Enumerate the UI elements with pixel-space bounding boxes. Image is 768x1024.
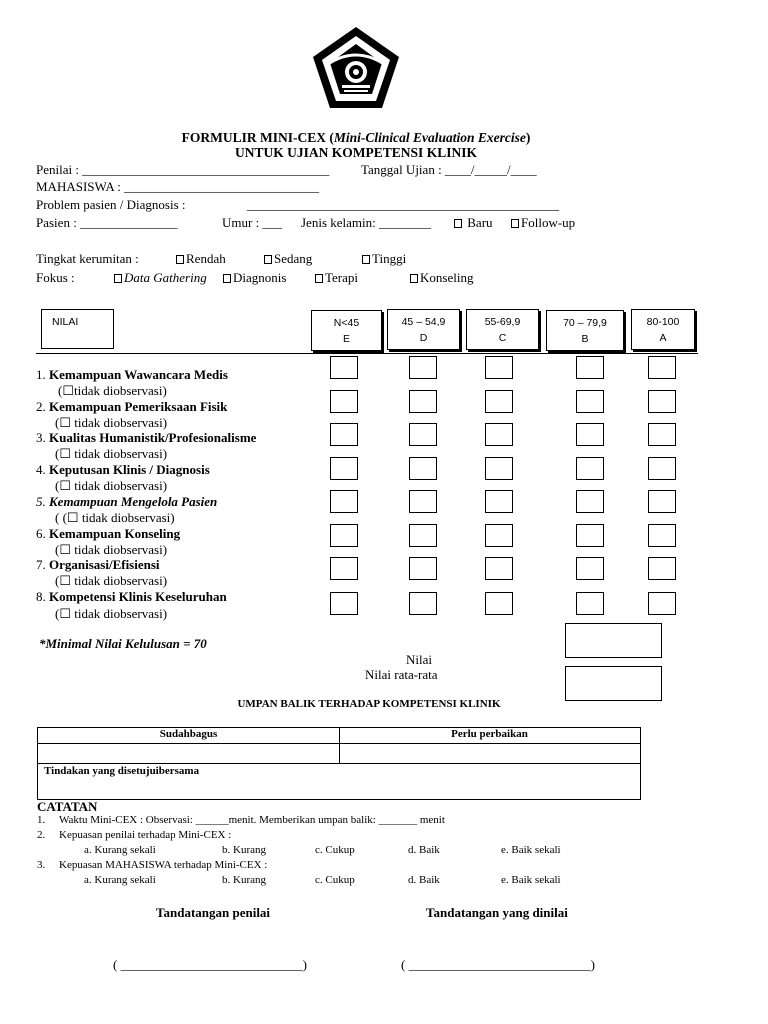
criterion-7-num: 7.	[36, 557, 46, 572]
data-gathering-checkbox[interactable]	[114, 274, 122, 283]
score-box[interactable]	[330, 457, 358, 480]
tinggi-label: Tinggi	[372, 251, 407, 266]
score-box[interactable]	[576, 524, 604, 547]
score-box[interactable]	[409, 524, 437, 547]
title-italic: Mini-Clinical Evaluation Exercise	[333, 130, 526, 145]
score-box[interactable]	[576, 390, 604, 413]
pasien-field[interactable]: Pasien : _______________	[36, 215, 178, 230]
catatan-item-1[interactable]: Waktu Mini-CEX : Observasi: ______menit. Memberikan umpan balik: _______ menit	[59, 814, 445, 826]
score-box[interactable]	[576, 423, 604, 446]
score-box[interactable]	[330, 490, 358, 513]
catatan-item-3-num: 3.	[37, 859, 46, 871]
criterion-5-not-observed[interactable]: ( (☐ tidak diobservasi)	[55, 510, 175, 525]
problem-field[interactable]: ________________________________________________	[247, 197, 559, 212]
follow-up-checkbox[interactable]	[511, 219, 519, 228]
sedang-checkbox[interactable]	[264, 255, 272, 264]
score-box[interactable]	[409, 592, 437, 615]
criterion-1-num: 1.	[36, 367, 46, 382]
criterion-1-not-observed[interactable]: (☐tidak diobservasi)	[58, 383, 167, 398]
score-box[interactable]	[409, 356, 437, 379]
score-box[interactable]	[485, 356, 513, 379]
kerumitan-rendah[interactable]	[176, 251, 226, 267]
score-box[interactable]	[485, 490, 513, 513]
grade-range-b: 70 – 79,9	[563, 317, 607, 329]
feedback-table	[37, 727, 641, 800]
follow-up-option[interactable]	[511, 215, 575, 231]
signature-dinilai-label: Tandatangan yang dinilai	[426, 905, 568, 920]
diagnonis-checkbox[interactable]	[223, 274, 231, 283]
score-box[interactable]	[648, 592, 676, 615]
score-box[interactable]	[330, 356, 358, 379]
criterion-6-not-observed[interactable]: (☐ tidak diobservasi)	[55, 542, 168, 557]
score-box[interactable]	[330, 423, 358, 446]
criterion-5-label: Kemampuan Mengelola Pasien	[49, 494, 218, 509]
penilai-field[interactable]: Penilai : ______________________________________	[36, 162, 330, 177]
grade-letter-c: C	[498, 332, 507, 344]
score-box[interactable]	[330, 524, 358, 547]
criterion-4-not-observed[interactable]: (☐ tidak diobservasi)	[55, 478, 168, 493]
score-box[interactable]	[576, 592, 604, 615]
konseling-label: Konseling	[420, 270, 474, 285]
header-divider	[36, 353, 698, 354]
fokus-label: Fokus :	[36, 270, 75, 285]
catatan-item-2: Kepuasan penilai terhadap Mini-CEX :	[59, 829, 232, 841]
score-box[interactable]	[485, 390, 513, 413]
score-box[interactable]	[576, 356, 604, 379]
criterion-3-not-observed[interactable]: (☐ tidak diobservasi)	[55, 446, 168, 461]
nilai-header: NILAI	[52, 316, 79, 328]
score-box[interactable]	[485, 457, 513, 480]
score-box[interactable]	[648, 457, 676, 480]
form-subtitle: UNTUK UJIAN KOMPETENSI KLINIK	[235, 145, 477, 160]
feedback-col-perlu-perbaikan: Perlu perbaikan	[451, 728, 528, 740]
kerumitan-tinggi[interactable]	[362, 251, 406, 267]
criterion-7-not-observed[interactable]: (☐ tidak diobservasi)	[55, 573, 168, 588]
catatan-item-2-num: 2.	[37, 829, 46, 841]
mahasiswa-field[interactable]: MAHASISWA : ______________________________	[36, 179, 320, 194]
criterion-4-label: Keputusan Klinis / Diagnosis	[49, 462, 210, 477]
fokus-data-gathering[interactable]	[114, 270, 207, 286]
criterion-4-title	[36, 462, 210, 478]
nilai-rata-box[interactable]	[565, 666, 662, 701]
grade-letter-a: A	[659, 332, 667, 344]
score-box[interactable]	[648, 356, 676, 379]
catatan-2-option-e[interactable]: e. Baik sekali	[501, 844, 561, 856]
grade-letter-d: D	[419, 332, 428, 344]
score-box[interactable]	[576, 457, 604, 480]
grade-range-a: 80-100	[646, 316, 680, 328]
nilai-label: Nilai	[406, 652, 432, 667]
criterion-8-not-observed[interactable]: (☐ tidak diobservasi)	[55, 606, 168, 621]
catatan-3-option-b[interactable]: b. Kurang	[222, 874, 266, 886]
criterion-5-title	[36, 494, 217, 510]
feedback-row-line-2	[38, 763, 640, 764]
criterion-2-num: 2.	[36, 399, 46, 414]
sedang-label: Sedang	[274, 251, 313, 266]
score-box[interactable]	[330, 390, 358, 413]
nilai-header-box	[41, 309, 114, 349]
score-box[interactable]	[485, 592, 513, 615]
score-box[interactable]	[648, 390, 676, 413]
criterion-8-title	[36, 589, 227, 605]
terapi-checkbox[interactable]	[315, 274, 323, 283]
terapi-label: Terapi	[325, 270, 359, 285]
rendah-checkbox[interactable]	[176, 255, 184, 264]
tanggal-ujian-field[interactable]: Tanggal Ujian : ____/_____/____	[361, 162, 537, 177]
follow-up-label: Follow-up	[521, 215, 576, 230]
criterion-8-label: Kompetensi Klinis Keseluruhan	[49, 589, 227, 604]
baru-checkbox[interactable]	[454, 219, 462, 228]
grade-header-d	[387, 309, 460, 350]
catatan-2-option-d[interactable]: d. Baik	[408, 844, 440, 856]
criterion-3-num: 3.	[36, 430, 46, 445]
fokus-diagnonis[interactable]	[223, 270, 286, 286]
catatan-3-option-d[interactable]: d. Baik	[408, 874, 440, 886]
kerumitan-label: Tingkat kerumitan :	[36, 251, 139, 266]
score-box[interactable]	[409, 490, 437, 513]
tinggi-checkbox[interactable]	[362, 255, 370, 264]
criterion-5-num: 5.	[36, 494, 46, 509]
score-box[interactable]	[576, 557, 604, 580]
criterion-3-title	[36, 430, 256, 446]
rendah-label: Rendah	[186, 251, 226, 266]
score-box[interactable]	[485, 423, 513, 446]
data-gathering-label: Data Gathering	[124, 270, 207, 285]
diagnonis-label: Diagnonis	[233, 270, 287, 285]
institution-logo	[310, 24, 402, 112]
score-box[interactable]	[409, 423, 437, 446]
jenis-kelamin-field[interactable]: Jenis kelamin: ________	[301, 215, 431, 230]
feedback-title: UMPAN BALIK TERHADAP KOMPETENSI KLINIK	[237, 698, 501, 710]
catatan-2-option-a[interactable]: a. Kurang sekali	[84, 844, 156, 856]
grade-letter-e: E	[342, 333, 350, 345]
score-box[interactable]	[330, 592, 358, 615]
baru-label: Baru	[467, 215, 493, 230]
kerumitan-sedang[interactable]	[264, 251, 312, 267]
criterion-2-title	[36, 399, 227, 415]
signature-penilai-line[interactable]: ( ____________________________)	[113, 957, 307, 972]
form-title	[0, 130, 712, 146]
score-box[interactable]	[409, 457, 437, 480]
criterion-3-label: Kualitas Humanistik/Profesionalisme	[49, 430, 257, 445]
nilai-rata-label: Nilai rata-rata	[365, 667, 438, 682]
criterion-1-title	[36, 367, 228, 383]
umur-field[interactable]: Umur : ___	[222, 215, 282, 230]
grade-header-a	[631, 309, 695, 350]
grade-letter-b: B	[581, 333, 589, 345]
signature-dinilai-line[interactable]: ( ____________________________)	[401, 957, 595, 972]
criterion-6-title	[36, 526, 180, 542]
grade-range-d: 45 – 54,9	[401, 316, 446, 328]
catatan-3-option-c[interactable]: c. Cukup	[315, 874, 355, 886]
score-box[interactable]	[576, 490, 604, 513]
nilai-total-box[interactable]	[565, 623, 662, 658]
catatan-item-1-num: 1.	[37, 814, 46, 826]
score-box[interactable]	[409, 557, 437, 580]
score-box[interactable]	[330, 557, 358, 580]
catatan-title: CATATAN	[37, 799, 98, 814]
catatan-2-option-c[interactable]: c. Cukup	[315, 844, 355, 856]
score-box[interactable]	[648, 524, 676, 547]
baru-option[interactable]	[454, 215, 493, 231]
feedback-tindakan-label: Tindakan yang disetujuibersama	[44, 765, 200, 777]
grade-header-b	[546, 310, 624, 351]
score-box[interactable]	[648, 557, 676, 580]
criterion-4-num: 4.	[36, 462, 46, 477]
criterion-6-label: Kemampuan Konseling	[49, 526, 181, 541]
criterion-7-title	[36, 557, 160, 573]
grade-header-e	[311, 310, 382, 351]
title-suffix: )	[525, 130, 531, 145]
catatan-3-option-a[interactable]: a. Kurang sekali	[84, 874, 156, 886]
criterion-2-not-observed[interactable]: (☐ tidak diobservasi)	[55, 415, 168, 430]
criterion-6-num: 6.	[36, 526, 46, 541]
fokus-konseling[interactable]	[410, 270, 473, 286]
feedback-col-sudah-bagus: Sudahbagus	[159, 728, 218, 740]
criterion-1-label: Kemampuan Wawancara Medis	[49, 367, 228, 382]
problem-label: Problem pasien / Diagnosis :	[36, 197, 186, 212]
grade-range-c: 55-69,9	[484, 316, 521, 328]
minimal-passing-note: *Minimal Nilai Kelulusan = 70	[39, 636, 207, 651]
catatan-3-option-e[interactable]: e. Baik sekali	[501, 874, 561, 886]
signature-penilai-label: Tandatangan penilai	[156, 905, 271, 920]
konseling-checkbox[interactable]	[410, 274, 418, 283]
criterion-8-num: 8.	[36, 589, 46, 604]
criterion-2-label: Kemampuan Pemeriksaan Fisik	[49, 399, 228, 414]
fokus-terapi[interactable]	[315, 270, 358, 286]
grade-header-c	[466, 309, 539, 350]
title-prefix: FORMULIR MINI-CEX (	[181, 130, 334, 145]
score-box[interactable]	[485, 524, 513, 547]
score-box[interactable]	[409, 390, 437, 413]
catatan-item-3: Kepuasan MAHASISWA terhadap Mini-CEX :	[59, 859, 268, 871]
grade-range-e: N<45	[333, 317, 360, 329]
score-box[interactable]	[648, 423, 676, 446]
score-box[interactable]	[648, 490, 676, 513]
catatan-2-option-b[interactable]: b. Kurang	[222, 844, 266, 856]
score-box[interactable]	[485, 557, 513, 580]
criterion-7-label: Organisasi/Efisiensi	[49, 557, 160, 572]
